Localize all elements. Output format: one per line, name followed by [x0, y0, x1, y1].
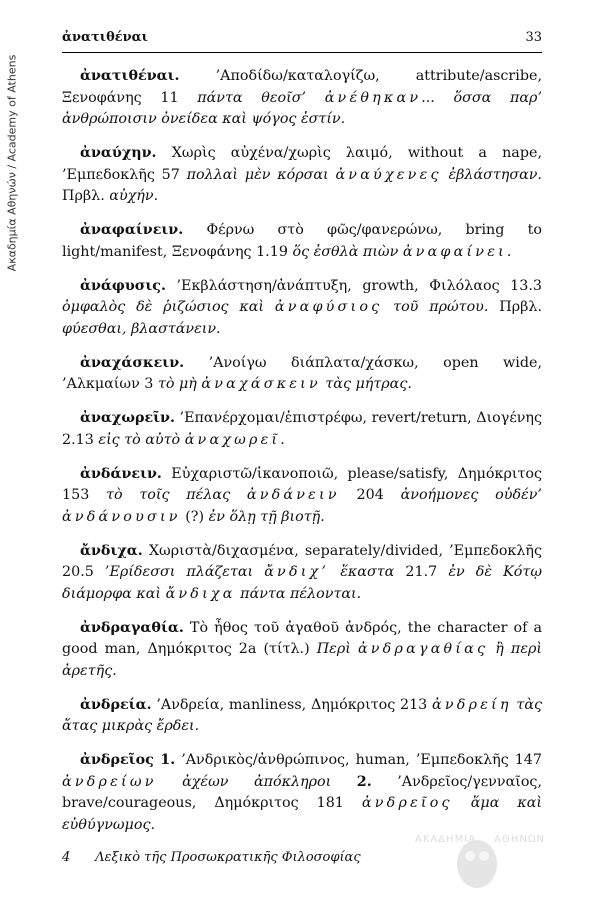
spaced-quotation-word: ἀναύχενες — [335, 166, 442, 183]
running-head — [62, 30, 542, 53]
dictionary-entry — [62, 276, 542, 341]
spaced-quotation-word: ἀνέθηκαν — [324, 89, 422, 106]
spaced-quotation-word: ἀνδρεῖος — [361, 795, 453, 811]
spaced-quotation-word: ἀναφαίνει. — [402, 243, 515, 260]
definition-text: 204 — [339, 487, 401, 503]
spaced-quotation-word: ἀνδάνειν — [246, 487, 340, 503]
dictionary-entry — [62, 541, 542, 606]
definition-text — [331, 774, 357, 790]
entry-headword: ἀναχάσκειν. — [80, 354, 185, 371]
dictionary-entry — [62, 220, 542, 263]
spaced-quotation-word: ἀνδραγαθίας — [357, 641, 489, 657]
definition-text: Φέρνω στὸ φῶς/φανερώνω, bring to light/manifest, Ξενοφάνης 1.19 — [62, 222, 542, 260]
definition-text: 21.7 — [394, 564, 449, 580]
spaced-quotation-word: ἀναχωρεῖ. — [184, 431, 289, 448]
book-title: Λεξικὸ τῆς Προσωκρατικῆς Φιλοσοφίας — [95, 850, 361, 865]
quotation-text: πάντα πέλονται. — [235, 585, 362, 602]
quotation-text: αὐχήν. — [109, 188, 159, 204]
definition-text: ’Ανδρεῖος/γενναῖος, brave/courageous, Δημόκριτος 181 — [62, 773, 542, 811]
entry-headword: ἄνδιχα. — [80, 542, 143, 559]
dictionary-entry — [62, 750, 542, 836]
quotation-text: φύεσθαι, βλαστάνειν. — [62, 320, 221, 337]
quotation-text: ὅς ἐσθλὰ πιὼν — [292, 243, 403, 260]
definition-text: Πρβλ. — [488, 299, 542, 315]
dictionary-entry — [62, 353, 542, 396]
quotation-text: τὰς ἄτας μικρὰς ἔρδει. — [62, 696, 542, 734]
spaced-quotation-word: ἀνδρείη — [432, 696, 512, 713]
definition-text: ’Ανοίγω διάπλατα/χάσκω, open wide, ’Αλκμαίων 3 — [62, 354, 542, 392]
definition-text: (?) — [180, 508, 209, 525]
quotation-text: ... ὅσσα παρ’ ἀνθρώποισιν ὀνείδεα καὶ ψόγος ἐστίν. — [62, 89, 542, 127]
entry-headword: 2. — [356, 773, 372, 790]
spaced-quotation-word: ἀνδάνουσιν — [62, 508, 181, 525]
quotation-text: τὸ τοῖς πέλας — [106, 487, 247, 503]
quotation-text: τὰς μήτρας. — [320, 376, 412, 392]
definition-text: Εὐχαριστῶ/ἱκανοποιῶ, please/satisfy, Δημόκριτος 153 — [62, 465, 542, 503]
entry-headword: ἀνάφυσις. — [80, 277, 166, 294]
signature-mark: 4 — [62, 850, 71, 865]
quotation-text: ἢ περὶ ἀρετῆς. — [62, 641, 542, 679]
quotation-text: εἰς τὸ αὐτὸ — [98, 431, 185, 448]
dictionary-entry — [62, 66, 542, 131]
definition-text: Χωρὶς αὐχένα/χωρὶς λαιμό, without a nape, ’Εμπεδοκλῆς 57 — [62, 145, 542, 183]
quotation-text: ἐν δὲ Κότῳ διάμορφα καὶ — [62, 564, 542, 602]
quotation-text: τοῦ πρώτου. — [382, 299, 489, 315]
definition-text: ’Ανδρικὸς/ἀνθρώπινος, human, ’Εμπεδοκλῆς 147 — [175, 752, 543, 768]
watermark-left-text: ΑΚΑΔΗΜΙΑ — [415, 834, 477, 845]
running-headword: ἀνατιθέναι — [62, 30, 148, 45]
entry-headword: ἀναφαίνειν. — [80, 222, 184, 238]
quotation-text: ἀχέων ἀπόκληροι — [156, 773, 332, 790]
definition-text: ’Επανέρχομαι/ἐπιστρέφω, revert/return, Διογένης 2.13 — [62, 410, 542, 448]
academy-watermark — [415, 830, 545, 890]
definition-text: Πρβλ. — [62, 188, 110, 204]
entry-headword: ἀναχωρεῖν. — [80, 410, 175, 426]
dictionary-entry — [62, 408, 542, 451]
quotation-text: ἕκαστα — [329, 564, 395, 580]
spaced-quotation-word: ἀνδρείων — [62, 773, 157, 790]
entry-headword: ἀνδρεῖος 1. — [80, 752, 176, 768]
quotation-text: τὸ μὴ — [157, 376, 202, 392]
dictionary-entry — [62, 695, 542, 738]
spaced-quotation-word: ἀναφύσιος — [274, 299, 383, 315]
spaced-quotation-word: ἄνδιχα — [165, 585, 236, 602]
entry-headword: ἀνατιθέναι. — [80, 68, 180, 84]
entry-headword: ἀνδάνειν. — [80, 465, 162, 482]
spaced-quotation-word: ἄνδιχ’ — [264, 564, 330, 580]
definition-text: Τὸ ἦθος τοῦ ἀγαθοῦ ἀνδρός, the character of a good man, Δημόκριτος 2a (τίτλ.) — [62, 619, 542, 657]
dictionary-entry — [62, 143, 542, 208]
entry-headword: ἀναύχην. — [80, 145, 157, 161]
dictionary-entries — [62, 66, 542, 849]
page-number: 33 — [525, 30, 542, 45]
quotation-text: ὀμφαλὸς δὲ ῥιζώσιος καὶ — [62, 299, 275, 315]
quotation-text: ἅμα καὶ εὐθύγνωμος. — [62, 795, 542, 833]
quotation-text: ἐβλάστησαν. — [441, 166, 542, 183]
quotation-text: πολλαὶ μὲν κόρσαι — [186, 166, 336, 183]
entry-headword: ἀνδραγαθία. — [80, 619, 184, 636]
watermark-right-text: ΑΘΗΝΩΝ — [494, 834, 545, 845]
quotation-text: Περὶ — [316, 641, 358, 657]
dictionary-entry — [62, 618, 542, 683]
quotation-text: πάντα θεοῖσ’ — [197, 89, 325, 106]
quotation-text: ’Ερίδεσσι πλάζεται — [104, 564, 265, 580]
definition-text: ’Εκβλάστηση/ἀνάπτυξη, growth, Φιλόλαος 13.3 — [165, 277, 542, 294]
side-watermark-label: Ακαδημία Αθηνών / Academy of Athens — [5, 54, 19, 272]
dictionary-entry — [62, 464, 542, 529]
quotation-text: ἀνοήμονες οὐδέν’ — [400, 487, 542, 503]
entry-headword: ἀνδρεία. — [80, 696, 152, 713]
spaced-quotation-word: ἀναχάσκειν — [201, 376, 321, 392]
definition-text: ’Ανδρεία, manliness, Δημόκριτος 213 — [151, 696, 433, 713]
definition-text: Χωριστὰ/διχασμένα, separately/divided, ’Εμπεδοκλῆς 20.5 — [62, 542, 542, 580]
definition-text: ’Αποδίδω/καταλογίζω, attribute/ascribe, Ξενοφάνης 11 — [62, 68, 542, 106]
quotation-text: ἐν ὅλῃ τῇ βιοτῇ. — [208, 508, 325, 525]
